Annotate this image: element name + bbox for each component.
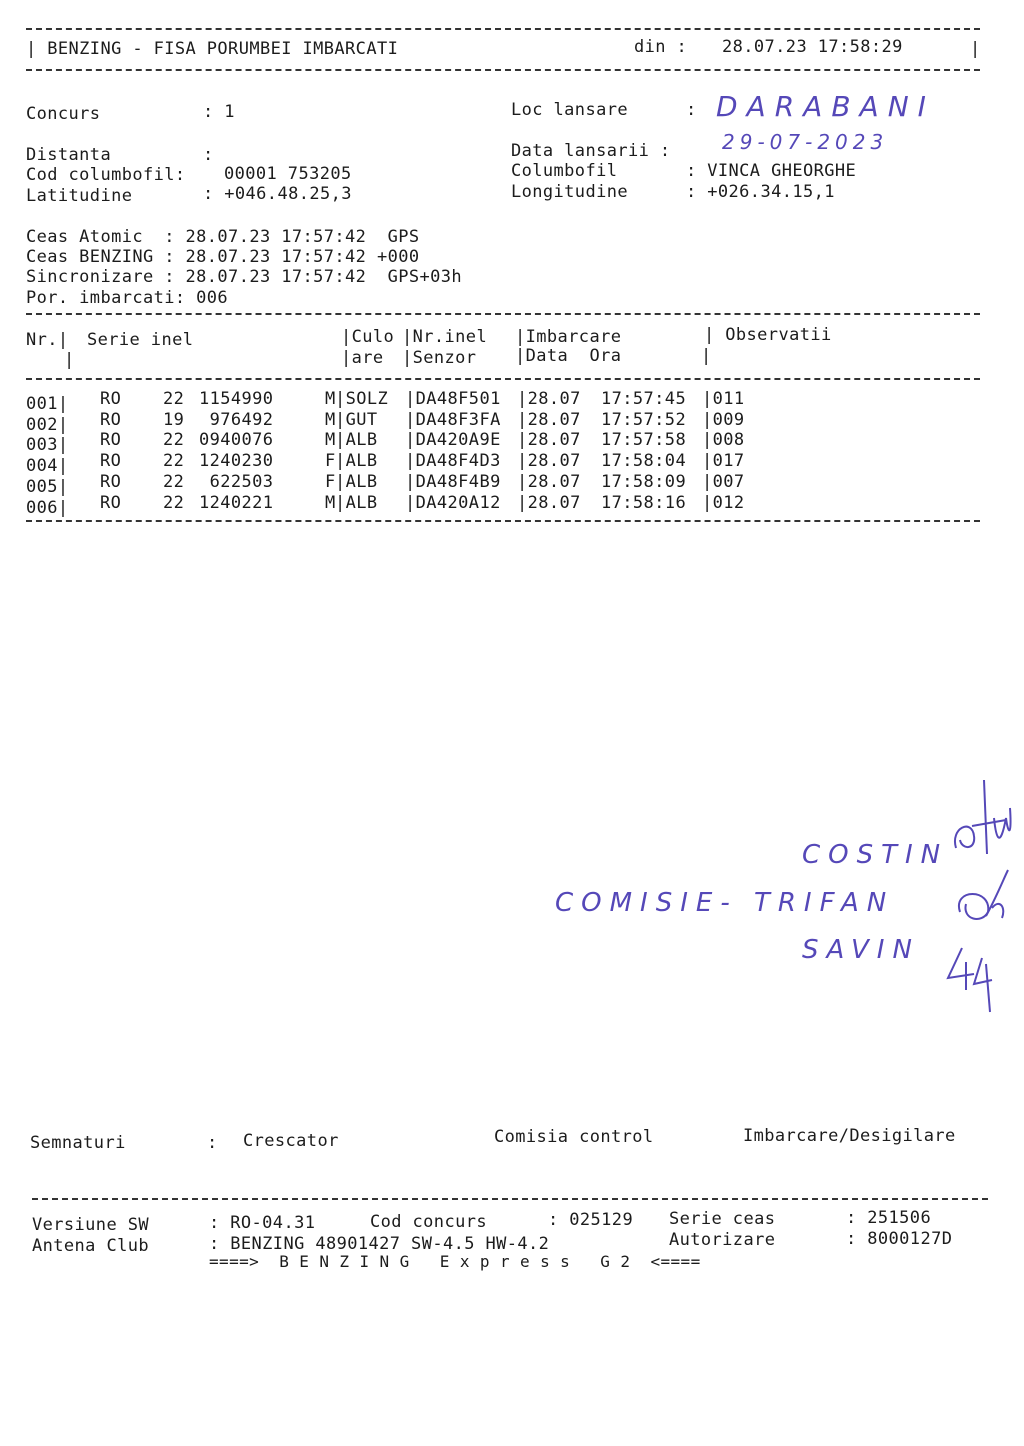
row-data: |28.07 [517,389,581,409]
table-top-divider [26,313,980,315]
row-an: 22 [163,451,185,472]
data-lansarii-label: Data lansarii : [511,141,671,161]
serie-ceas-label: Serie ceas [669,1209,776,1229]
row-observatii: |009 [702,409,745,430]
versiune-sw-label: Versiune SW [32,1215,149,1235]
row-culoare: |ALB [335,451,378,472]
th-observatii-bar: | [701,346,712,366]
row-nr: 003| [26,435,69,456]
row-senzor: |DA420A9E [405,430,501,451]
semnaturi-sep: : [207,1133,218,1153]
row-ro: RO [100,389,122,409]
th-nr-inel: |Nr.inel [402,327,488,347]
row-an: 22 [163,430,185,451]
columbofil-label: Columbofil [511,161,618,181]
row-observatii: |007 [702,471,745,492]
columbofil-value: : VINCA GHEORGHE [686,161,857,181]
row-ro: RO [100,409,122,430]
antena-club-label: Antena Club [32,1236,149,1256]
row-data: |28.07 [517,409,581,430]
row-data: |28.07 [517,492,581,513]
row-senzor: |DA48F4B9 [405,471,501,492]
serie-ceas-value: : 251506 [846,1208,932,1228]
sincronizare: Sincronizare : 28.07.23 17:57:42 GPS+03h [26,267,463,287]
row-nr: 002| [26,414,69,435]
handwritten-costin: COSTIN [802,840,949,870]
th-senzor: |Senzor [402,348,477,368]
print-datetime: 28.07.23 17:58:29 [722,37,903,57]
longitudine-label: Longitudine [511,182,628,202]
benzing-express-banner: ====> B E N Z I N G E x p r e s s G 2 <==== [209,1252,701,1271]
distanta-value: : [203,145,214,165]
row-culoare: |ALB [335,492,378,513]
concurs-label: Concurs [26,104,101,124]
cod-columbofil-label: Cod columbofil: [26,165,186,185]
ceas-benzing: Ceas BENZING : 28.07.23 17:57:42 +000 [26,247,420,267]
loc-lansare-label: Loc lansare [511,100,628,120]
row-nr: 005| [26,476,69,497]
row-senzor: |DA48F3FA [405,409,501,430]
row-observatii: |011 [702,389,745,409]
row-inel: 1154990 [199,389,274,409]
signature-costin [942,778,1012,858]
row-data: |28.07 [517,430,581,451]
row-ro: RO [100,430,122,451]
row-inel: 1240230 [199,451,274,472]
th-serie-inel: Serie inel [87,330,194,350]
distanta-label: Distanta [26,145,112,165]
row-ora: 17:57:58 [601,430,687,451]
row-inel: 1240221 [199,492,274,513]
handwritten-savin: SAVIN [802,935,920,965]
header-divider [26,69,980,71]
imbarcare-desigilare-label: Imbarcare/Desigilare [743,1126,956,1146]
th-imbarcare: |Imbarcare [515,327,622,347]
th-culoare: |Culo [341,327,395,347]
table-bottom-divider [26,520,980,522]
th-nr: Nr.| [26,330,69,350]
row-culoare: |GUT [335,409,378,430]
row-an: 22 [163,492,185,513]
th-observatii: | Observatii [704,325,832,345]
crescator-label: Crescator [243,1131,339,1151]
data-lansarii-handwritten: 29-07-2023 [722,130,889,154]
footer-divider [32,1198,988,1200]
concurs-value: : 1 [203,102,235,122]
document-title: | BENZING - FISA PORUMBEI IMBARCATI [26,39,399,59]
row-ora: 17:58:04 [601,451,687,472]
header-end-bar: | [970,39,981,59]
cod-columbofil-value: 00001 753205 [224,164,352,184]
row-culoare: |ALB [335,430,378,451]
row-observatii: |012 [702,492,745,513]
th-culoare-2: |are [341,348,384,368]
row-sex: M [325,430,336,451]
row-culoare: |SOLZ [335,389,389,409]
row-an: 19 [163,409,185,430]
comisia-control-label: Comisia control [494,1127,654,1147]
row-observatii: |017 [702,451,745,472]
th-nr-bar: | [64,350,75,370]
row-an: 22 [163,389,185,409]
row-data: |28.07 [517,451,581,472]
row-senzor: |DA48F4D3 [405,451,501,472]
row-nr: 004| [26,456,69,477]
row-sex: F [325,451,336,472]
handwritten-comisie: COMISIE- TRIFAN [555,888,895,918]
versiune-sw-value: : RO-04.31 [209,1213,316,1233]
th-data-ora: |Data Ora [515,346,622,366]
row-inel: 622503 [209,471,274,492]
longitudine-value: : +026.34.15,1 [686,182,835,202]
row-ora: 17:58:09 [601,471,687,492]
row-sex: M [325,409,336,430]
row-ro: RO [100,471,122,492]
row-senzor: |DA420A12 [405,492,501,513]
loc-lansare-handwritten: DARABANI [716,90,935,123]
row-ora: 17:58:16 [601,492,687,513]
row-sex: M [325,389,336,409]
row-nr: 006| [26,497,69,518]
row-observatii: |008 [702,430,745,451]
autorizare-label: Autorizare [669,1230,776,1250]
semnaturi-label: Semnaturi [30,1133,126,1153]
latitudine-label: Latitudine [26,186,133,206]
row-nr: 001| [26,394,69,414]
row-inel: 0940076 [199,430,274,451]
top-divider [26,28,980,30]
row-ora: 17:57:52 [601,409,687,430]
cod-concurs-value: : 025129 [548,1210,634,1230]
autorizare-value: : 8000127D [846,1229,953,1249]
signature-savin [944,944,994,1014]
row-sex: M [325,492,336,513]
cod-concurs-label: Cod concurs [370,1212,487,1232]
antena-club-value: : BENZING 48901427 SW-4.5 HW-4.2 [209,1234,550,1254]
row-ora: 17:57:45 [601,389,687,409]
ceas-atomic: Ceas Atomic : 28.07.23 17:57:42 GPS [26,227,420,247]
row-an: 22 [163,471,185,492]
row-culoare: |ALB [335,471,378,492]
table-header-divider [26,378,980,380]
row-ro: RO [100,492,122,513]
row-inel: 976492 [209,409,274,430]
row-ro: RO [100,451,122,472]
row-data: |28.07 [517,471,581,492]
din-label: din : [634,37,688,57]
latitudine-value: : +046.48.25,3 [203,184,352,204]
row-sex: F [325,471,336,492]
loc-lansare-sep: : [686,100,697,120]
row-senzor: |DA48F501 [405,389,501,409]
porumbei-imbarcati: Por. imbarcati: 006 [26,288,229,308]
signature-trifan [952,868,1012,928]
